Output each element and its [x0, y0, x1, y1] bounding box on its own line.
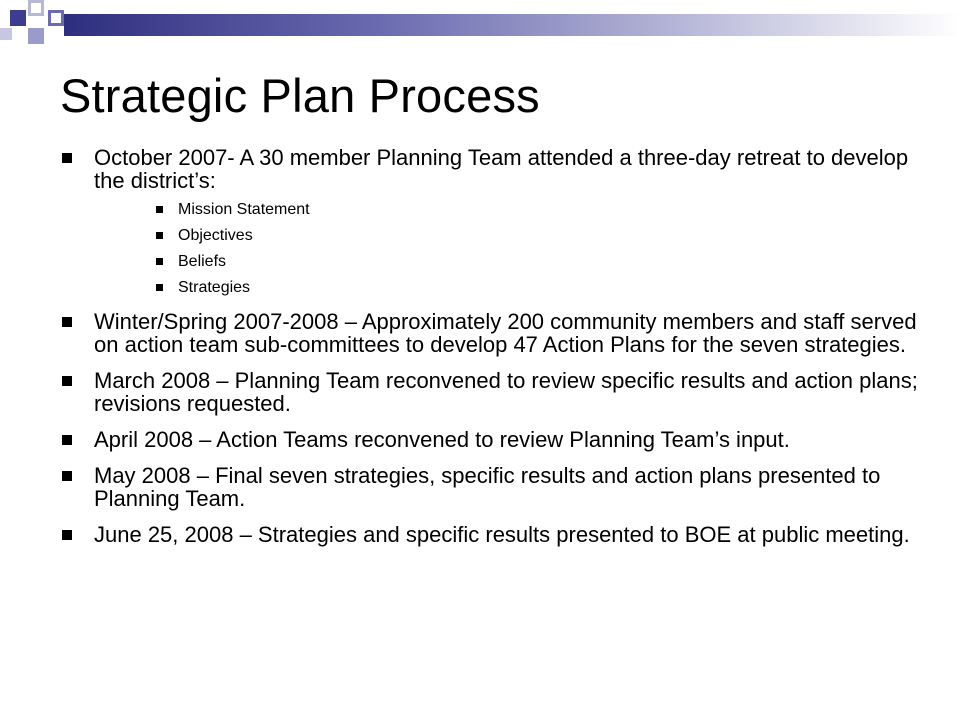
- square-bullet-icon: [62, 471, 72, 481]
- sub-bullet-item: [156, 252, 920, 271]
- sub-bullet-text: Mission Statement: [178, 201, 310, 218]
- bullet-item: [60, 146, 920, 297]
- decorative-square: [48, 10, 64, 26]
- square-bullet-icon: [62, 317, 72, 327]
- bullet-text: June 25, 2008 – Strategies and specific results presented to BOE at public meeting.: [94, 522, 910, 547]
- bullet-item: [60, 464, 920, 510]
- bullet-text: May 2008 – Final seven strategies, specific results and action plans presented to Planning Team.: [94, 463, 881, 511]
- square-bullet-icon: [156, 284, 163, 291]
- sub-bullet-text: Strategies: [178, 279, 251, 296]
- sub-bullet-text: Beliefs: [178, 253, 227, 270]
- bullet-item: [60, 523, 920, 546]
- slide-body: [60, 146, 920, 559]
- decorative-square: [10, 10, 26, 26]
- bullet-text: March 2008 – Planning Team reconvened to review specific results and action plans; revisions requested.: [94, 368, 918, 416]
- square-bullet-icon: [62, 376, 72, 386]
- decorative-square: [0, 28, 12, 40]
- bullet-item: [60, 428, 920, 451]
- square-bullet-icon: [62, 530, 72, 540]
- square-bullet-icon: [62, 153, 72, 163]
- header-decoration: [0, 0, 960, 60]
- sub-bullet-text: Objectives: [178, 227, 253, 244]
- sub-bullet-list: [94, 200, 920, 297]
- decorative-square: [28, 28, 44, 44]
- square-bullet-icon: [156, 258, 163, 265]
- sub-bullet-item: [156, 278, 920, 297]
- square-bullet-icon: [156, 232, 163, 239]
- bullet-list: [60, 146, 920, 546]
- sub-bullet-item: [156, 200, 920, 219]
- bullet-item: [60, 369, 920, 415]
- sub-bullet-item: [156, 226, 920, 245]
- bullet-item: [60, 310, 920, 356]
- gradient-header-bar: [64, 14, 960, 36]
- bullet-text: October 2007- A 30 member Planning Team attended a three-day retreat to develop the district’s:: [94, 145, 909, 193]
- bullet-text: April 2008 – Action Teams reconvened to review Planning Team’s input.: [94, 427, 790, 452]
- square-bullet-icon: [62, 435, 72, 445]
- bullet-text: Winter/Spring 2007-2008 – Approximately 200 community members and staff served on action team sub-committees to develop 47 Action Plans for the seven strategies.: [94, 309, 917, 357]
- decorative-square: [28, 0, 44, 16]
- slide-title: Strategic Plan Process: [60, 69, 540, 122]
- square-bullet-icon: [156, 206, 163, 213]
